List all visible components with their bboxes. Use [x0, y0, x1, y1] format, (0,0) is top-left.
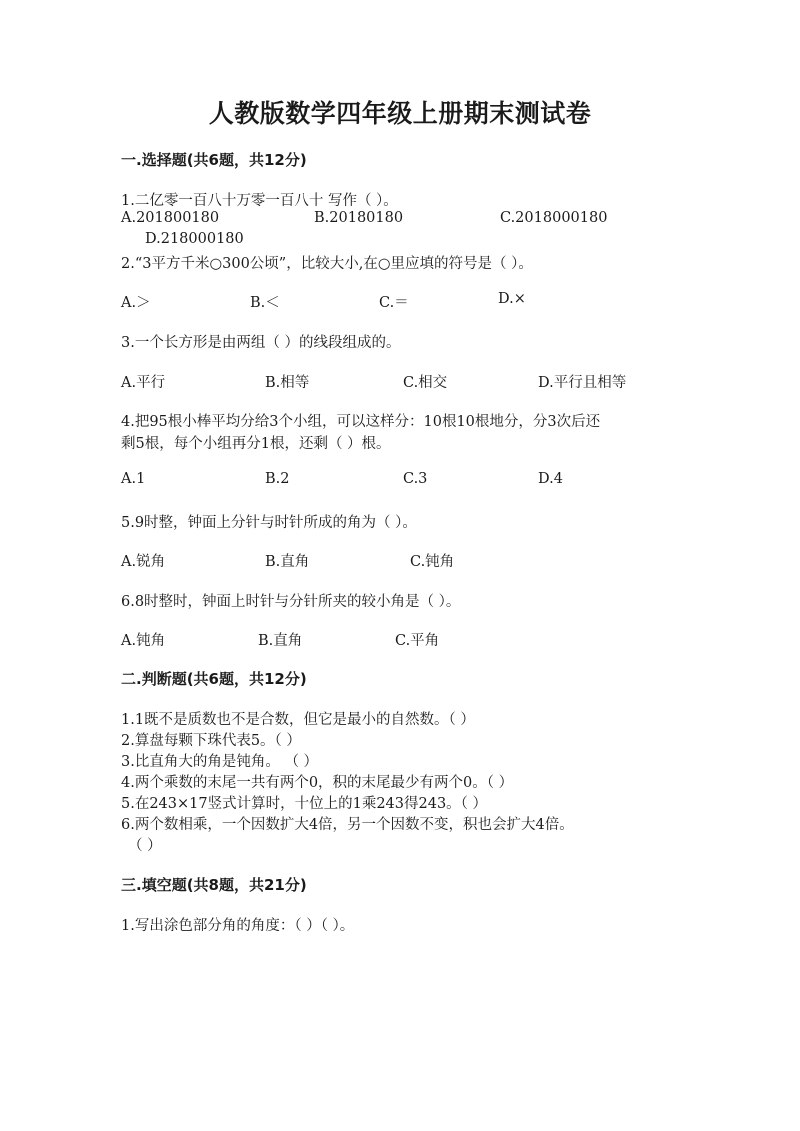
option-c: C.2018000180 [500, 210, 608, 226]
option-c: C.平角 [395, 633, 440, 649]
judge-question: 4.两个乘数的末尾一共有两个0，积的末尾最少有两个0。（ ） [121, 775, 514, 791]
option-c: C.3 [403, 471, 428, 487]
section-heading-choice: 一.选择题(共6题，共12分) [121, 151, 307, 169]
question-stem: 6.8时整时，钟面上时针与分针所夹的较小角是（ ）。 [121, 594, 461, 610]
option-b: B.2 [265, 471, 290, 487]
option-c: C.＝ [379, 295, 409, 311]
option-b: B.相等 [265, 375, 310, 391]
page-title: 人教版数学四年级上册期末测试卷 [208, 99, 592, 128]
question-stem: 5.9时整，钟面上分针与时针所成的角为（ ）。 [121, 515, 417, 531]
option-d: D.218000180 [145, 231, 244, 247]
judge-question: 3.比直角大的角是钝角。 （ ） [121, 754, 319, 770]
judge-answer-bracket: （ ） [128, 838, 162, 854]
question-stem: 2.“3平方千米○300公顷”，比较大小,在○里应填的符号是（ ）。 [121, 256, 533, 272]
option-b: B.20180180 [314, 210, 404, 226]
section-heading-judge: 二.判断题(共6题，共12分) [121, 670, 307, 688]
question-stem-continued: 剩5根，每个小组再分1根，还剩（ ）根。 [121, 436, 391, 452]
judge-question: 1.1既不是质数也不是合数，但它是最小的自然数。（ ） [121, 712, 475, 728]
section-heading-fill: 三.填空题(共8题，共21分) [121, 876, 307, 894]
option-a: A.＞ [121, 295, 151, 311]
option-b: B.直角 [265, 554, 310, 570]
option-a: A.锐角 [121, 554, 166, 570]
option-b: B.＜ [250, 295, 280, 311]
option-c: C.钝角 [410, 554, 455, 570]
question-stem: 1.二亿零一百八十万零一百八十 写作（ ）。 [121, 193, 398, 209]
option-a: A.201800180 [121, 210, 220, 226]
judge-question: 5.在243×17竖式计算时，十位上的1乘243得243。（ ） [121, 796, 488, 812]
option-b: B.直角 [258, 633, 303, 649]
judge-question: 2.算盘每颗下珠代表5。（ ） [121, 733, 301, 749]
option-a: A.1 [121, 471, 146, 487]
option-a: A.钝角 [121, 633, 166, 649]
option-a: A.平行 [121, 375, 166, 391]
option-d: D.平行且相等 [538, 375, 627, 391]
judge-question: 6.两个数相乘，一个因数扩大4倍，另一个因数不变，积也会扩大4倍。 [121, 817, 574, 833]
question-stem: 4.把95根小棒平均分给3个小组，可以这样分：10根10根地分，分3次后还 [121, 414, 601, 430]
option-c: C.相交 [403, 375, 448, 391]
option-d: D.4 [538, 471, 563, 487]
question-stem: 3.一个长方形是由两组（ ）的线段组成的。 [121, 335, 401, 351]
fill-question: 1.写出涂色部分角的角度：（ ）（ ）。 [121, 918, 355, 934]
option-d: D.× [498, 291, 526, 307]
